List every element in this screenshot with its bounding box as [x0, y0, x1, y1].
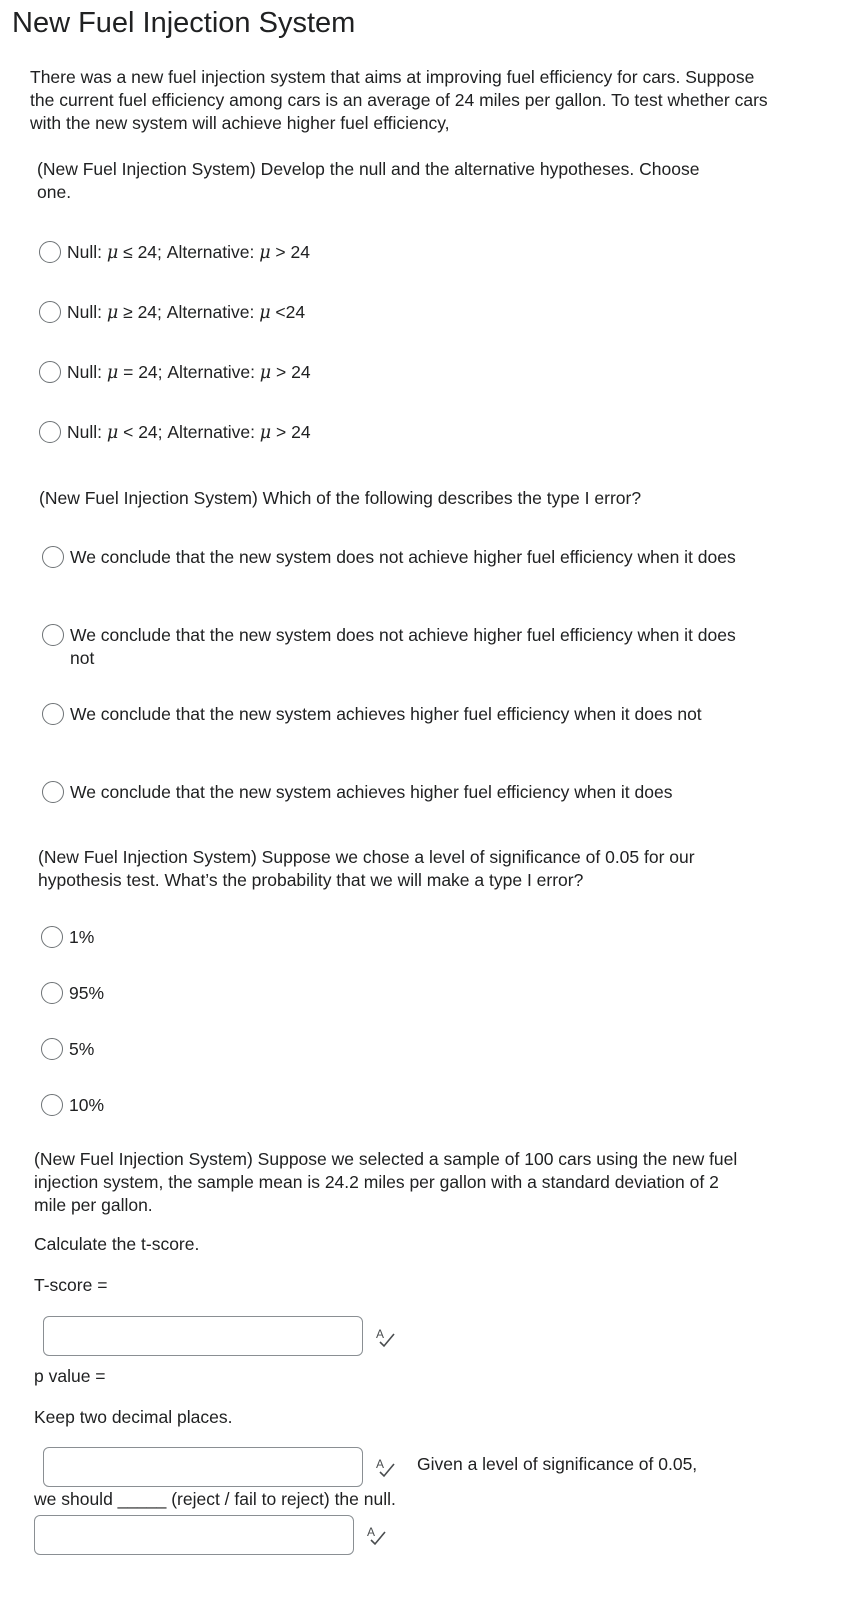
- q3-option-4[interactable]: [41, 1094, 104, 1117]
- radio-button[interactable]: [39, 421, 61, 443]
- q2-option-2[interactable]: [42, 624, 742, 670]
- q2-prompt: (New Fuel Injection System) Which of the following describes the type I error?: [39, 488, 642, 508]
- svg-text:A: A: [376, 1457, 385, 1471]
- intro-text: There was a new fuel injection system that aims at improving fuel efficiency for cars. Suppose the current fuel efficiency among cars is an average of 24 miles per gallon. To test whether cars with the new system will achieve higher fuel efficiency,: [30, 67, 768, 133]
- q4-prompt: (New Fuel Injection System) Suppose we selected a sample of 100 cars using the new fuel injection system, the sample mean is 24.2 miles per gallon with a standard deviation of 2 mile per gallon.: [34, 1149, 738, 1215]
- svg-text:A: A: [376, 1327, 385, 1341]
- q1-prompt: (New Fuel Injection System) Develop the null and the alternative hypotheses. Choose one.: [37, 159, 700, 202]
- decision-instruction: we should _____ (reject / fail to reject) the null.: [34, 1489, 396, 1509]
- q2-option-3[interactable]: [42, 703, 742, 726]
- decimals-note: Keep two decimal places.: [34, 1407, 233, 1427]
- radio-button[interactable]: [39, 301, 61, 323]
- radio-button[interactable]: [41, 1094, 63, 1116]
- q1-option-2[interactable]: [39, 301, 305, 325]
- q3-prompt: (New Fuel Injection System) Suppose we chose a level of significance of 0.05 for our hypothesis test. What’s the probability that we will make a type I error?: [38, 847, 695, 890]
- q2-option-label: We conclude that the new system achieves higher fuel efficiency when it does not: [70, 704, 702, 724]
- q1-option-4[interactable]: [39, 421, 311, 445]
- q3-option-label: 5%: [69, 1039, 95, 1059]
- q1-option-label: Null: μ < 24; Alternative: μ > 24: [67, 422, 311, 443]
- tscore-label: T-score =: [34, 1275, 108, 1295]
- svg-text:A: A: [367, 1525, 376, 1539]
- q2-option-4[interactable]: [42, 781, 762, 804]
- pvalue-label: p value =: [34, 1366, 106, 1386]
- q3-option-1[interactable]: [41, 926, 94, 949]
- radio-button[interactable]: [41, 1038, 63, 1060]
- spellcheck-icon[interactable]: [373, 1325, 397, 1349]
- q2-option-label: We conclude that the new system does not achieve higher fuel efficiency when it does not: [70, 625, 736, 668]
- spellcheck-icon[interactable]: [364, 1523, 388, 1547]
- radio-button[interactable]: [42, 781, 64, 803]
- page-title: New Fuel Injection System: [12, 7, 356, 39]
- decision-input[interactable]: [34, 1515, 354, 1555]
- radio-button[interactable]: [39, 241, 61, 263]
- radio-button[interactable]: [42, 703, 64, 725]
- radio-button[interactable]: [42, 546, 64, 568]
- q1-option-label: Null: μ ≥ 24; Alternative: μ <24: [67, 302, 306, 323]
- q3-option-2[interactable]: [41, 982, 104, 1005]
- q2-option-1[interactable]: [42, 546, 742, 569]
- spellcheck-icon[interactable]: [373, 1455, 397, 1479]
- radio-button[interactable]: [39, 361, 61, 383]
- pvalue-input[interactable]: [43, 1447, 363, 1487]
- q3-option-3[interactable]: [41, 1038, 94, 1061]
- q1-option-1[interactable]: [39, 241, 310, 265]
- q2-option-label: We conclude that the new system does not achieve higher fuel efficiency when it does: [70, 547, 736, 567]
- radio-button[interactable]: [41, 982, 63, 1004]
- q3-option-label: 1%: [69, 927, 95, 947]
- radio-button[interactable]: [42, 624, 64, 646]
- q1-option-3[interactable]: [39, 361, 311, 385]
- q1-option-label: Null: μ ≤ 24; Alternative: μ > 24: [67, 242, 310, 263]
- q2-option-label: We conclude that the new system achieves higher fuel efficiency when it does: [70, 782, 673, 802]
- q1-option-label: Null: μ = 24; Alternative: μ > 24: [67, 362, 311, 383]
- q3-option-label: 10%: [69, 1095, 105, 1115]
- calc-instruction: Calculate the t-score.: [34, 1234, 200, 1254]
- given-significance-text: Given a level of significance of 0.05,: [417, 1454, 698, 1474]
- tscore-input[interactable]: [43, 1316, 363, 1356]
- q3-option-label: 95%: [69, 983, 105, 1003]
- radio-button[interactable]: [41, 926, 63, 948]
